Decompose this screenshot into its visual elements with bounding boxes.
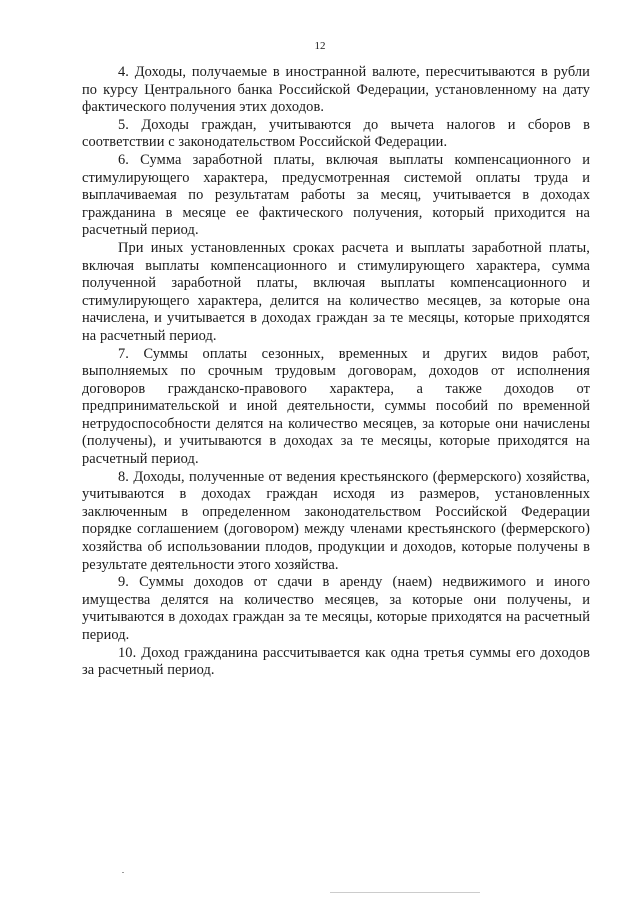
paragraph-4: 4. Доходы, получаемые в иностранной валюте, пересчитываются в рубли по курсу Центрального банка Российской Федерации, установленному на дату фактического получения этих доходов. [82,64,590,116]
scan-artifact-line [330,892,480,893]
paragraph-10: 10. Доход гражданина рассчитывается как одна третья суммы его доходов за расчетный период. [82,644,590,679]
paragraph-7: 7. Суммы оплаты сезонных, временных и других видов работ, выполняемых по срочным трудовым договорам, доходов от исполнения договоров гражданско-правового характера, а также доходов от предпринимательской и иной деятельности, суммы пособий по временной нетрудоспособности делятся на количество месяцев, за которые они начислены (получены), и учитываются в доходах за те месяцы, которые приходятся на расчетный период. [82,345,590,468]
paragraph-6: 6. Сумма заработной платы, включая выплаты компенсационного и стимулирующего характера, предусмотренная системой оплаты труда и выплачиваемая по результатам работы за месяц, учитывается в доходах гражданина в месяце ее фактического получения, который приходится на расчетный период. [82,151,590,239]
document-body [82,64,590,680]
paragraph-8: 8. Доходы, полученные от ведения крестьянского (фермерского) хозяйства, учитываются в доходах граждан исходя из размеров, установленных заключенным в определенном законодательством Российской Федерации порядке соглашением (договором) между членами крестьянского (фермерского) хозяйства об использовании плодов, продукции и доходов, которые получены в результате деятельности этого хозяйства. [82,468,590,573]
paragraph-5: 5. Доходы граждан, учитываются до вычета налогов и сборов в соответствии с законодательством Российской Федерации. [82,116,590,151]
page-number: 12 [314,40,326,52]
scan-artifact-mark [122,872,124,873]
paragraph-6-continued: При иных установленных сроках расчета и выплаты заработной платы, включая выплаты компенсационного и стимулирующего характера, сумма полученной заработной платы, включая выплаты компенсационного и стимулирующего характера, делится на количество месяцев, за которые она начислена, и учитывается в доходах граждан за те месяцы, которые приходятся на расчетный период. [82,239,590,344]
paragraph-9: 9. Суммы доходов от сдачи в аренду (наем) недвижимого и иного имущества делятся на количество месяцев, за которые они получены, и учитываются в доходах граждан за те месяцы, которые приходятся на расчетный период. [82,574,590,643]
